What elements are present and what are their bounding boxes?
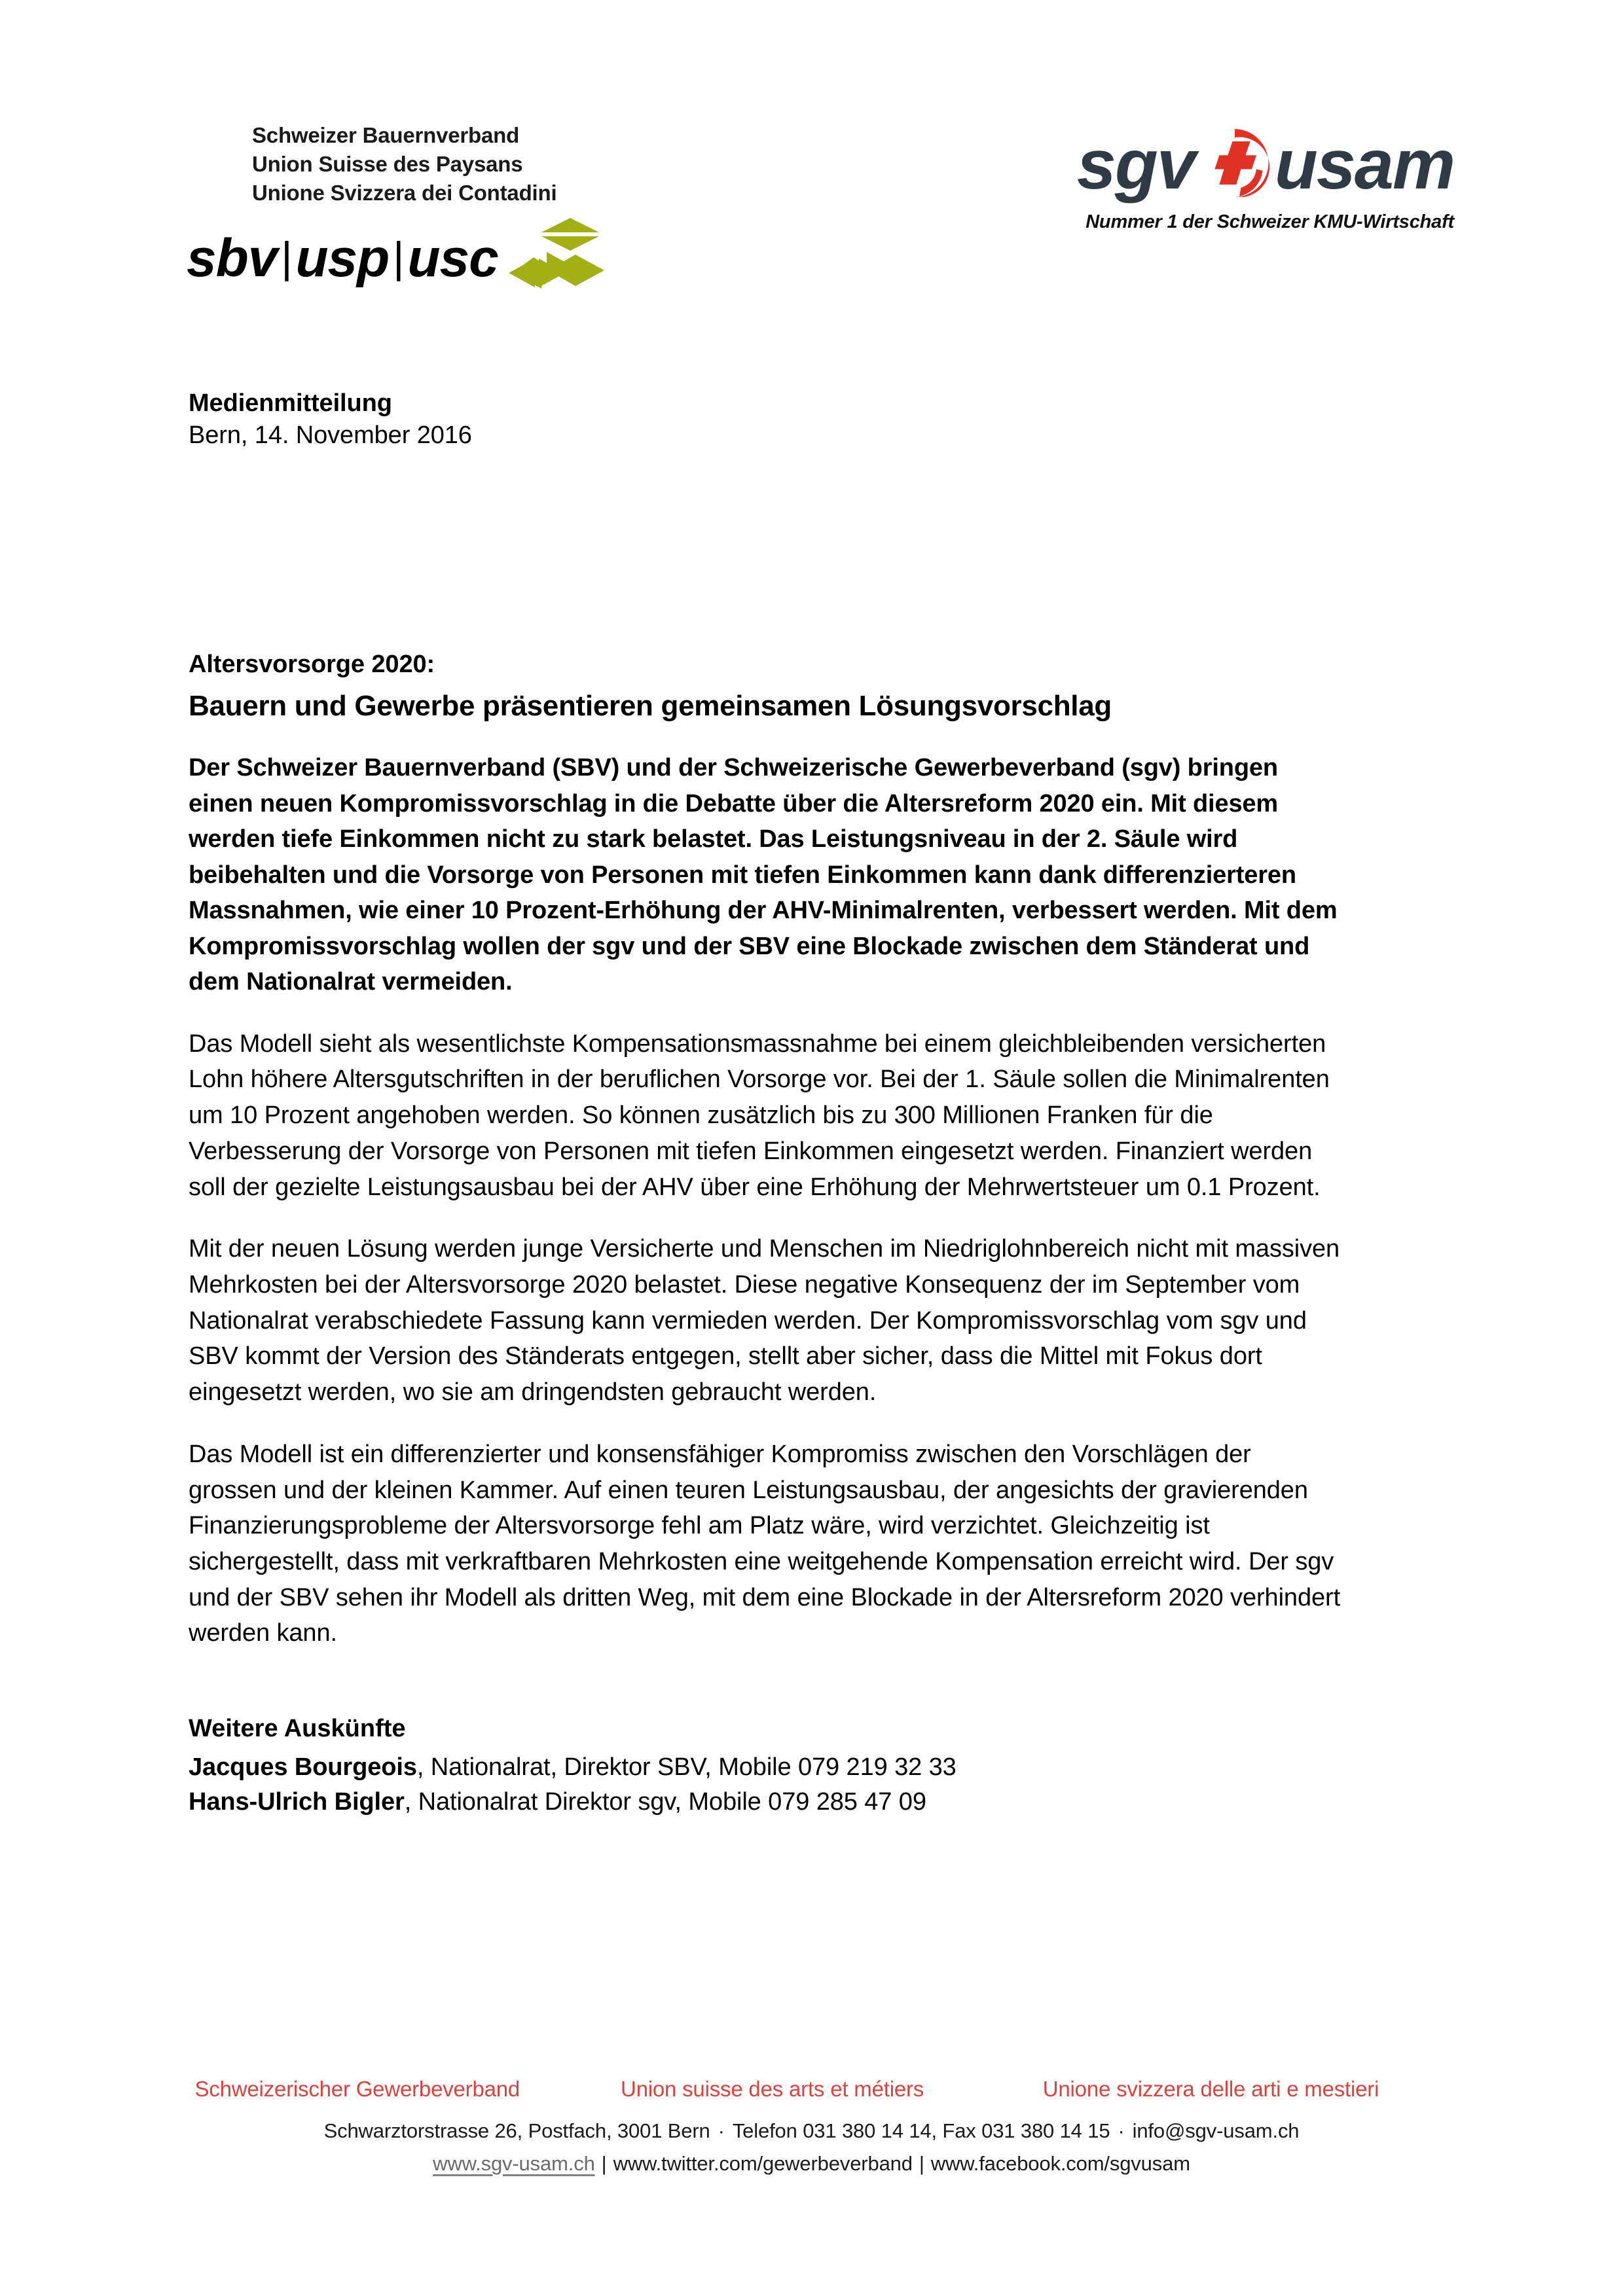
contact-line-1 <box>189 1750 1341 1784</box>
contact-name-2: Hans-Ulrich Bigler <box>189 1787 405 1816</box>
sbv-logo-name-fr: Union Suisse des Paysans <box>252 151 523 176</box>
sbv-logo-names <box>252 121 593 207</box>
document-type-label: Medienmitteilung <box>189 389 392 417</box>
lead-paragraph: Der Schweizer Bauernverband (SBV) und der Schweizerische Gewerbeverband (sgv) bringen einen neuen Kompromissvorschlag in die Debatte über die Altersreform 2020 ein. Mit diesem werden tiefe Einkommen nicht zu stark belastet. Das Leistungsniveau in der 2. Säule wird beibehalten und die Vorsorge von Personen mit tiefen Einkommen kann dank differenzierteren Massnahmen, wie einer 10 Prozent-Erhöhung der AHV-Minimalrenten, verbessert werden. Mit dem Kompromissvorschlag wollen der sgv und der SBV eine Blockade zwischen dem Ständerat und dem Nationalrat vermeiden. <box>189 754 1338 996</box>
footer-org-name-it: Unione svizzera delle arti e mestieri <box>1042 2077 1379 2102</box>
sgv-wordmark-right: usam <box>1274 124 1454 204</box>
sbv-wordmark-usc: usc <box>407 228 498 288</box>
sgv-wordmark-left: sgv <box>1076 124 1195 204</box>
footer-separator-1: · <box>718 2119 725 2143</box>
document-header <box>0 0 1623 340</box>
footer-twitter-link[interactable]: www.twitter.com/gewerbeverband <box>613 2151 913 2175</box>
sgv-cross-circle-icon <box>1196 124 1273 205</box>
footer-links-line <box>0 2151 1623 2177</box>
footer-email[interactable]: info@sgv-usam.ch <box>1132 2119 1300 2143</box>
sbv-logo-name-it: Unione Svizzera dei Contadini <box>252 180 557 205</box>
document-kicker: Altersvorsorge 2020: <box>189 651 435 679</box>
sgv-usam-logo <box>1076 124 1454 233</box>
contact-details-2: , Nationalrat Direktor sgv, Mobile 079 285 47 09 <box>404 1787 926 1816</box>
body-paragraph-3: Das Modell ist ein differenzierter und konsensfähiger Kompromiss zwischen den Vorschlägen der grossen und der kleinen Kammer. Auf einen teuren Leistungsausbau, der angesichts der gravierenden Finanzierungsprobleme der Altersvorsorge fehl am Platz wäre, wird verzichtet. Gleichzeitig ist sichergestellt, dass mit verkraftbaren Mehrkosten eine weitgehende Kompensation erreicht wird. Der sgv und der SBV sehen ihr Modell als dritten Weg, mit dem eine Blockade in der Altersreform 2020 verhindert werden kann. <box>189 1440 1341 1647</box>
footer-facebook-link[interactable]: www.facebook.com/sgvusam <box>930 2151 1190 2175</box>
footer-org-names <box>0 2075 1623 2102</box>
sbv-wordmark-separator-1: | <box>281 232 292 281</box>
body-paragraph-2: Mit der neuen Lösung werden junge Versicherte und Menschen im Niedriglohnbereich nicht mit massiven Mehrkosten bei der Altersvorsorge 2020 belastet. Diese negative Konsequenz der im September vom Nationalrat verabschiedete Fassung kann vermieden werden. Der Kompromissvorschlag vom sgv und SBV kommt der Version des Ständerats entgegen, stellt aber sicher, dass die Mittel mit Fokus dort eingesetzt werden, wo sie am dringendsten gebraucht werden. <box>189 1235 1340 1407</box>
body-paragraph-1: Das Modell sieht als wesentlichste Kompensationsmassnahme bei einem gleichbleibenden versicherten Lohn höhere Altersgutschriften in der beruflichen Vorsorge vor. Bei der 1. Säule sollen die Minimalrenten um 10 Prozent angehoben werden. So können zusätzlich bis zu 300 Millionen Franken für die Verbesserung der Vorsorge von Personen mit tiefen Einkommen eingesetzt werden. Finanziert werden soll der gezielte Leistungsausbau bei der AHV über eine Erhöhung der Mehrwertsteuer um 0.1 Prozent. <box>189 1030 1330 1201</box>
sbv-logo-name-de: Schweizer Bauernverband <box>252 123 520 147</box>
contact-line-2 <box>189 1785 1341 1819</box>
footer-link-separator-1: | <box>601 2151 607 2175</box>
contact-details-1: , Nationalrat, Direktor SBV, Mobile 079 219 32 33 <box>416 1753 957 1782</box>
sgv-logo-tagline: Nummer 1 der Schweizer KMU-Wirtschaft <box>1085 211 1454 232</box>
footer-org-name-fr: Union suisse des arts et métiers <box>620 2077 924 2102</box>
sbv-diamonds-icon <box>507 217 606 297</box>
sbv-wordmark-usp: usp <box>295 228 390 288</box>
further-info-heading: Weitere Auskünfte <box>189 1715 406 1743</box>
sgv-usam-mark <box>1076 124 1454 204</box>
sbv-wordmark-separator-2: | <box>393 232 404 281</box>
document-footer <box>0 2075 1623 2177</box>
footer-address: Schwarztorstrasse 26, Postfach, 3001 Bern <box>323 2119 710 2143</box>
footer-link-separator-2: | <box>919 2151 924 2175</box>
page-title: Bauern und Gewerbe präsentieren gemeinsamen Lösungsvorschlag <box>189 689 1112 722</box>
footer-org-name-de: Schweizerischer Gewerbeverband <box>194 2077 520 2102</box>
footer-website-link[interactable]: www.sgv-usam.ch <box>433 2151 595 2175</box>
sbv-logo-wordmark <box>187 228 498 288</box>
contact-name-1: Jacques Bourgeois <box>189 1753 417 1782</box>
document-body <box>189 387 1341 1819</box>
sbv-logo <box>187 121 593 288</box>
sbv-logo-wordmark-row <box>187 217 593 288</box>
footer-phone-fax: Telefon 031 380 14 14, Fax 031 380 14 15 <box>732 2119 1110 2143</box>
footer-contact-line <box>0 2118 1623 2144</box>
footer-separator-2: · <box>1118 2119 1125 2143</box>
sbv-wordmark-sbv: sbv <box>187 228 278 288</box>
document-place-date: Bern, 14. November 2016 <box>189 421 472 449</box>
